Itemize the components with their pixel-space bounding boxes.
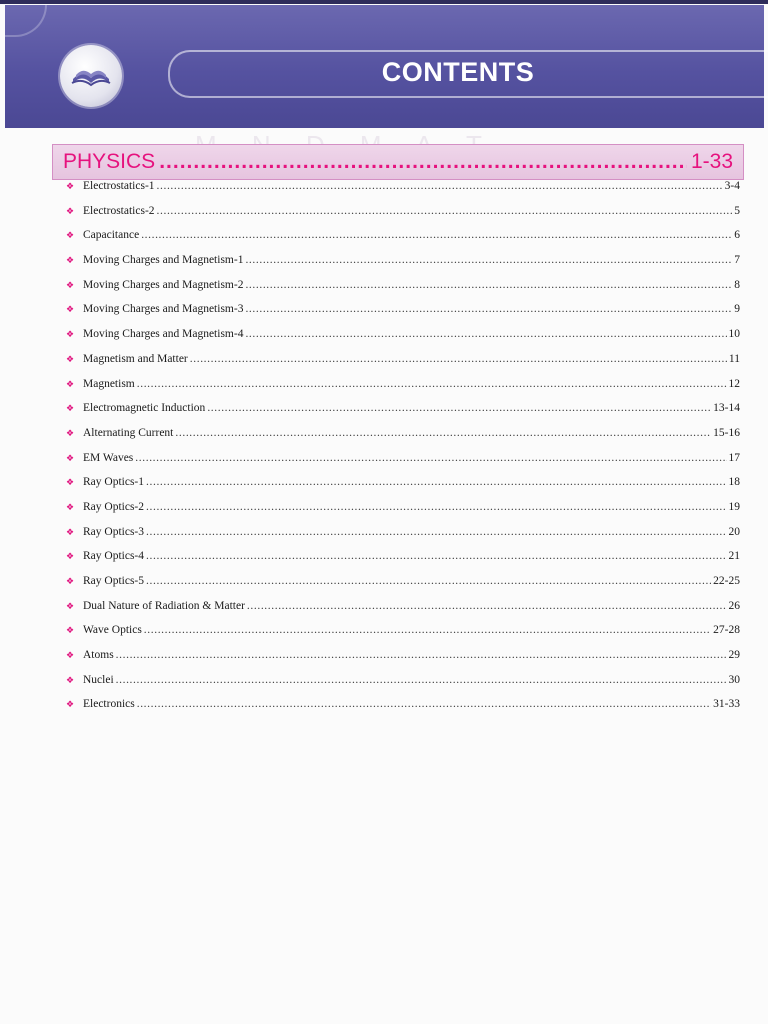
toc-leader-dots (137, 698, 711, 710)
toc-list (66, 180, 740, 723)
diamond-bullet-icon: ❖ (66, 453, 75, 464)
toc-entry (66, 501, 740, 526)
toc-entry-page: 27-28 (713, 624, 740, 637)
toc-entry (66, 698, 740, 723)
section-pages: 1-33 (690, 150, 733, 173)
toc-entry-title: Ray Optics-4 (83, 550, 145, 563)
toc-leader-dots (245, 303, 732, 315)
diamond-bullet-icon: ❖ (66, 354, 75, 365)
diamond-bullet-icon: ❖ (66, 231, 75, 242)
toc-leader-dots (247, 600, 727, 612)
diamond-bullet-icon: ❖ (66, 182, 75, 192)
toc-entry-page: 9 (734, 303, 740, 316)
toc-entry-page: 13-14 (713, 402, 740, 415)
toc-entry-page: 21 (728, 550, 740, 563)
toc-leader-dots (245, 328, 726, 340)
diamond-bullet-icon: ❖ (66, 379, 75, 390)
toc-entry (66, 427, 740, 452)
toc-entry-page: 11 (728, 352, 740, 365)
toc-entry-title: Moving Charges and Magnetism-3 (83, 303, 244, 316)
toc-entry-title: Magnetism (83, 377, 135, 390)
section-leader-dots (159, 150, 687, 174)
toc-entry-title: Atoms (83, 649, 114, 662)
toc-entry (66, 402, 740, 427)
toc-leader-dots (144, 624, 711, 636)
diamond-bullet-icon: ❖ (66, 256, 75, 267)
diamond-bullet-icon: ❖ (66, 700, 75, 711)
toc-entry (66, 378, 740, 403)
toc-entry-page: 19 (728, 500, 740, 513)
toc-leader-dots (157, 205, 733, 217)
toc-entry (66, 254, 740, 279)
diamond-bullet-icon: ❖ (66, 527, 75, 538)
toc-leader-dots (116, 649, 727, 661)
toc-entry (66, 526, 740, 551)
toc-entry (66, 476, 740, 501)
diamond-bullet-icon: ❖ (66, 502, 75, 513)
section-heading-physics (52, 144, 744, 180)
toc-entry (66, 550, 740, 575)
toc-entry-title: EM Waves (83, 451, 134, 464)
toc-entry-page: 31-33 (713, 698, 740, 711)
toc-entry-page: 26 (728, 599, 740, 612)
diamond-bullet-icon: ❖ (66, 552, 75, 563)
toc-entry-title: Electrostatics-2 (83, 204, 155, 217)
toc-entry (66, 674, 740, 699)
toc-entry-title: Dual Nature of Radiation & Matter (83, 599, 245, 612)
diamond-bullet-icon: ❖ (66, 675, 75, 686)
diamond-bullet-icon: ❖ (66, 626, 75, 637)
toc-entry-title: Ray Optics-1 (83, 476, 145, 489)
toc-entry-page: 15-16 (713, 426, 740, 439)
section-name: PHYSICS (63, 150, 156, 173)
toc-leader-dots (207, 402, 711, 414)
toc-entry-title: Electronics (83, 698, 135, 711)
toc-entry-page: 18 (728, 476, 740, 489)
toc-entry (66, 205, 740, 230)
toc-entry (66, 328, 740, 353)
toc-entry-title: Ray Optics-2 (83, 500, 145, 513)
toc-leader-dots (141, 229, 732, 241)
toc-entry-page: 12 (728, 377, 740, 390)
toc-entry-page: 10 (728, 328, 740, 341)
toc-entry-page: 7 (734, 254, 740, 267)
diamond-bullet-icon: ❖ (66, 404, 75, 415)
page-title: CONTENTS (381, 57, 535, 87)
toc-leader-dots (146, 550, 726, 562)
diamond-bullet-icon: ❖ (66, 601, 75, 612)
toc-entry (66, 353, 740, 378)
toc-entry-title: Ray Optics-3 (83, 525, 145, 538)
toc-entry (66, 600, 740, 625)
toc-entry-page: 29 (728, 649, 740, 662)
toc-leader-dots (175, 427, 711, 439)
toc-entry-page: 22-25 (713, 575, 740, 587)
toc-leader-dots (245, 254, 732, 266)
toc-leader-dots (137, 378, 727, 390)
toc-entry-title: Moving Charges and Magnetism-1 (83, 254, 244, 267)
diamond-bullet-icon: ❖ (66, 651, 75, 662)
toc-entry-title: Magnetism and Matter (83, 352, 188, 365)
toc-entry-title: Electromagnetic Induction (83, 402, 206, 415)
toc-entry (66, 575, 740, 600)
toc-entry (66, 649, 740, 674)
toc-leader-dots (146, 501, 726, 513)
toc-leader-dots (146, 575, 711, 587)
toc-entry-title: Capacitance (83, 229, 140, 242)
toc-entry-page: 3-4 (724, 180, 740, 192)
toc-leader-dots (146, 526, 726, 538)
toc-entry-title: Nuclei (83, 673, 114, 686)
toc-entry-page: 6 (734, 229, 740, 242)
top-border (0, 0, 768, 4)
toc-entry (66, 229, 740, 254)
toc-entry-page: 8 (734, 278, 740, 291)
toc-entry-page: 20 (728, 525, 740, 538)
toc-entry-title: Moving Charges and Magnetism-2 (83, 278, 244, 291)
open-book-icon (60, 45, 122, 107)
toc-entry (66, 279, 740, 304)
diamond-bullet-icon: ❖ (66, 330, 75, 341)
diamond-bullet-icon: ❖ (66, 280, 75, 291)
toc-entry-title: Alternating Current (83, 426, 174, 439)
diamond-bullet-icon: ❖ (66, 428, 75, 439)
diamond-bullet-icon: ❖ (66, 478, 75, 489)
toc-leader-dots (245, 279, 732, 291)
toc-entry-title: Electrostatics-1 (83, 180, 155, 192)
toc-leader-dots (116, 674, 727, 686)
diamond-bullet-icon: ❖ (66, 305, 75, 316)
toc-entry-title: Ray Optics-5 (83, 575, 145, 587)
toc-entry-page: 17 (728, 451, 740, 464)
toc-entry-title: Moving Charges and Magnetism-4 (83, 328, 244, 341)
diamond-bullet-icon: ❖ (66, 206, 75, 217)
toc-leader-dots (157, 180, 723, 192)
toc-entry-page: 5 (734, 204, 740, 217)
toc-leader-dots (135, 452, 726, 464)
toc-entry (66, 624, 740, 649)
diamond-bullet-icon: ❖ (66, 577, 75, 587)
toc-leader-dots (190, 353, 727, 365)
toc-entry (66, 303, 740, 328)
toc-entry-title: Wave Optics (83, 624, 142, 637)
toc-entry (66, 452, 740, 477)
toc-entry-page: 30 (728, 673, 740, 686)
toc-entry (66, 180, 740, 205)
toc-leader-dots (146, 476, 726, 488)
